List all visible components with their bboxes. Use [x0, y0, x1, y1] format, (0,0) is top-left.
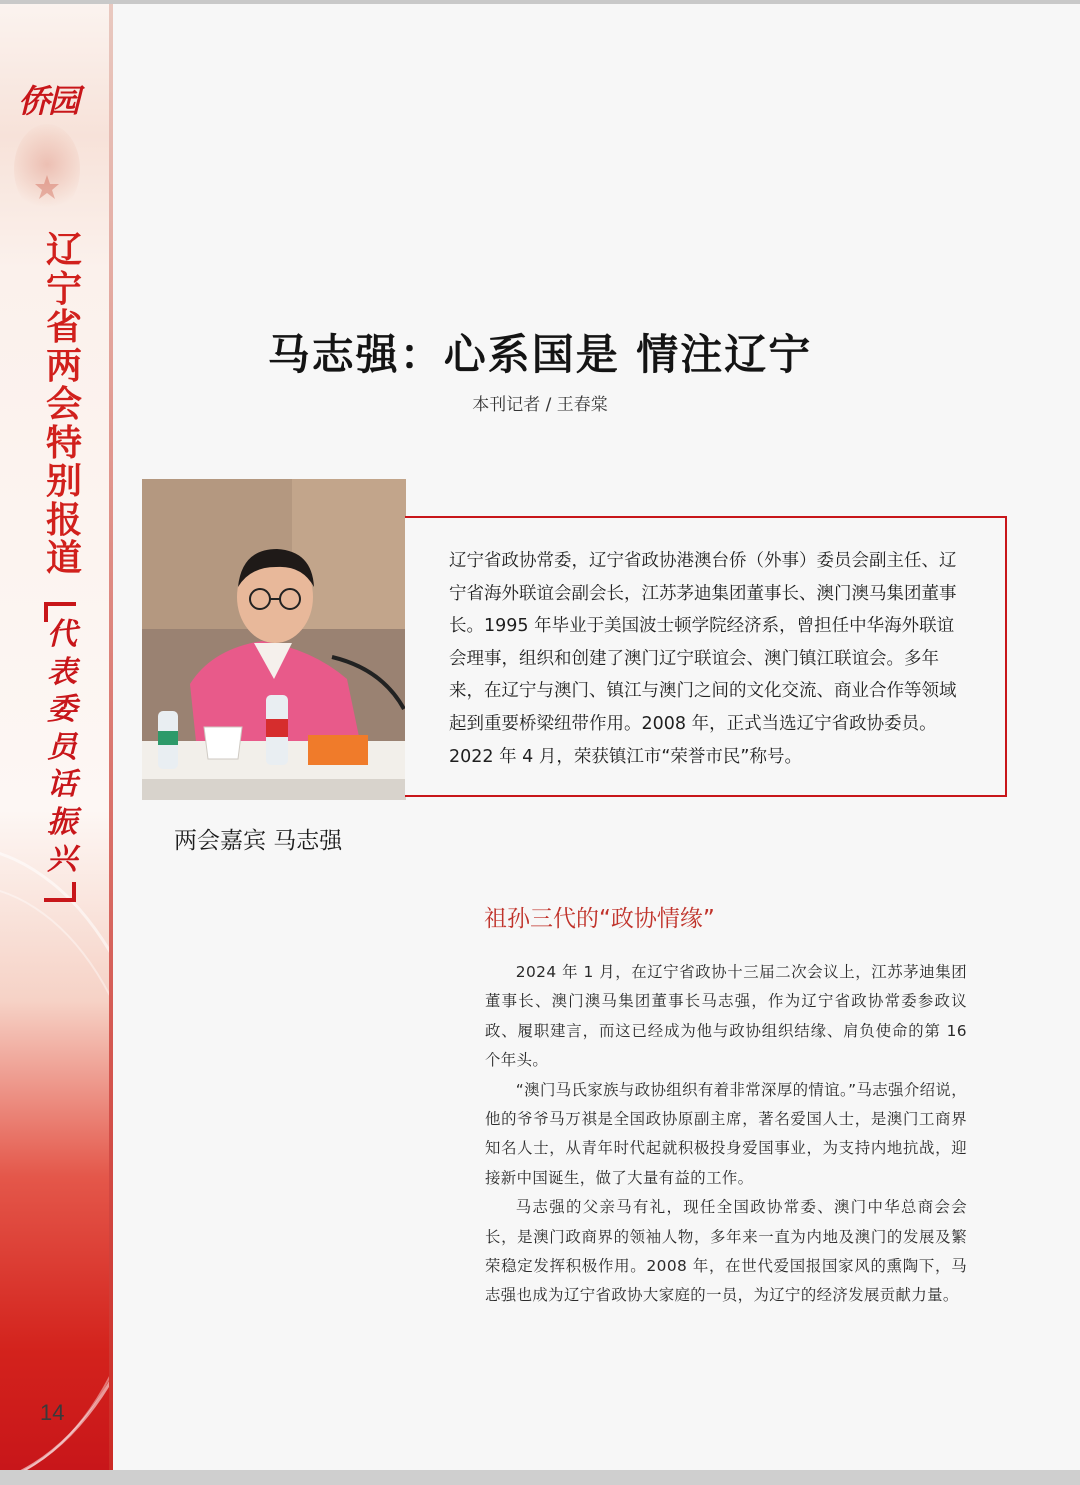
top-edge	[0, 0, 1080, 4]
bio-text: 辽宁省政协常委，辽宁省政协港澳台侨（外事）委员会副主任、辽宁省海外联谊会副会长，江苏茅迪集团董事长、澳门澳马集团董事长。1995 年毕业于美国波士顿学院经济系，曾担任中华海外联谊会理事，组织和创建了澳门辽宁联谊会、澳门镇江联谊会。多年来，在辽宁与澳门、镇江与澳门之间的文化交流、商业合作等领域起到重要桥梁纽带作用。2008 年，正式当选辽宁省政协委员。2022 年 4 月，荣获镇江市“荣誉市民”称号。	[449, 551, 957, 767]
section-heading: 祖孙三代的“政协情缘”	[484, 906, 715, 932]
title-char: 两	[45, 345, 82, 387]
subtitle-char: 话	[47, 767, 77, 802]
sidebar-banner	[0, 4, 113, 1470]
title-char: 宁	[45, 268, 82, 310]
vertical-section-title	[40, 232, 88, 579]
subtitle-char: 员	[47, 729, 77, 765]
subtitle-char: 兴	[47, 842, 77, 877]
title-char: 道	[45, 538, 82, 579]
emblem-icon	[14, 124, 80, 214]
article-body	[485, 958, 967, 1311]
title-char: 会	[45, 384, 82, 425]
magazine-logo: 侨园	[18, 82, 79, 120]
title-char: 特	[45, 422, 82, 464]
title-char: 辽	[45, 230, 82, 271]
decorative-arc	[0, 884, 113, 1470]
title-char: 别	[45, 461, 82, 502]
article-title: 马志强：心系国是 情注辽宁	[267, 330, 813, 379]
subtitle-char: 代	[47, 617, 77, 652]
body-paragraph: 马志强的父亲马有礼，现任全国政协常委、澳门中华总商会会长，是澳门政商界的领袖人物，多年来一直为内地及澳门的发展及繁荣稳定发挥积极作用。2008 年，在世代爱国报国家风的熏陶下，马志强也成为辽宁省政协大家庭的一员，为辽宁的经济发展贡献力量。	[485, 1198, 967, 1305]
subtitle-char: 振	[47, 804, 77, 840]
subtitle-char: 委	[47, 692, 77, 727]
title-char: 省	[45, 307, 82, 348]
bracket-close-icon	[44, 882, 76, 902]
title-char: 报	[45, 499, 82, 541]
subtitle-char: 表	[47, 654, 77, 690]
portrait-photo	[142, 479, 406, 800]
body-paragraph: 2024 年 1 月，在辽宁省政协十三届二次会议上，江苏茅迪集团董事长、澳门澳马集团董事长马志强，作为辽宁省政协常委参政议政、履职建言，而这已经成为他与政协组织结缘、肩负使命的第 16 个年头。	[485, 963, 967, 1070]
star-icon	[34, 174, 60, 200]
page-number: 14	[40, 1400, 65, 1425]
bottom-edge	[0, 1470, 1080, 1485]
vertical-subtitle	[38, 616, 86, 879]
photo-caption: 两会嘉宾 马志强	[174, 828, 343, 854]
byline: 本刊记者 / 王春棠	[472, 395, 608, 415]
body-paragraph: “澳门马氏家族与政协组织有着非常深厚的情谊。”马志强介绍说，他的爷爷马万祺是全国政协原副主席，著名爱国人士，是澳门工商界知名人士，从青年时代起就积极投身爱国事业，为支持内地抗战，迎接新中国诞生，做了大量有益的工作。	[485, 1080, 967, 1187]
